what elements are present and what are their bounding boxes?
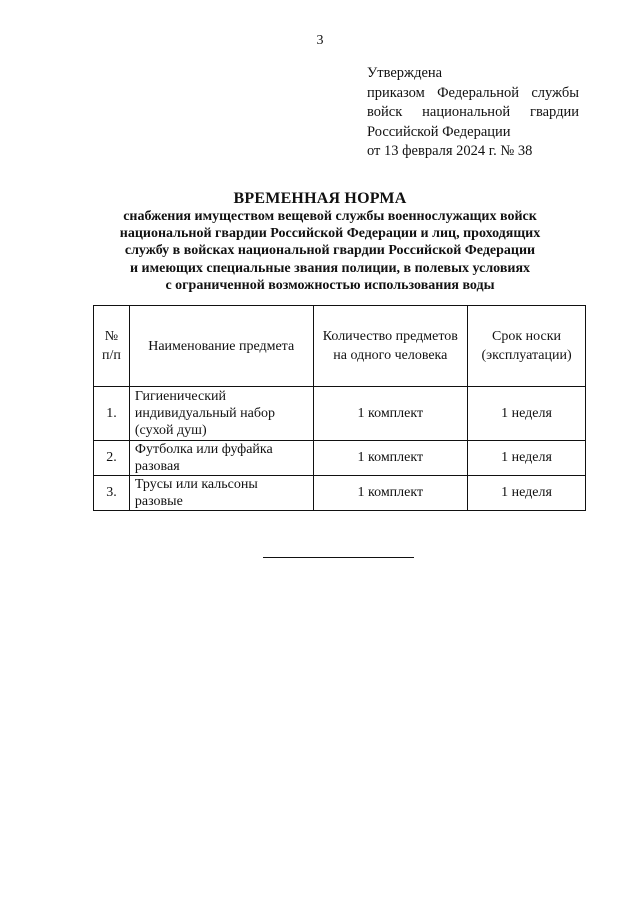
table-row xyxy=(94,476,586,511)
subtitle-line: с ограниченной возможностью использования воды xyxy=(165,277,495,293)
item-name-line: Трусы или кальсоны xyxy=(134,477,258,492)
norm-table xyxy=(93,305,586,511)
header-number-line: № xyxy=(104,329,119,344)
subtitle-line: снабжения имуществом вещевой службы военнослужащих войск xyxy=(123,209,537,224)
header-quantity-line: на одного человека xyxy=(333,348,448,363)
approval-line: приказом Федеральной службы xyxy=(367,84,579,101)
item-name xyxy=(129,441,313,476)
row-number: 2. xyxy=(94,441,130,476)
item-term: 1 неделя xyxy=(468,476,586,511)
approval-line: от 13 февраля 2024 г. № 38 xyxy=(367,143,533,159)
item-name xyxy=(129,476,313,511)
item-name xyxy=(129,387,313,441)
document-subtitle xyxy=(80,208,580,294)
header-term-line: (эксплуатации) xyxy=(481,348,572,363)
item-term: 1 неделя xyxy=(468,441,586,476)
item-name-line: разовые xyxy=(134,494,183,509)
header-term-line: Срок носки xyxy=(492,329,562,344)
item-name-line: Футболка или фуфайка xyxy=(134,442,273,457)
item-name-line: индивидуальный набор xyxy=(134,406,275,421)
header-quantity-line: Количество предметов xyxy=(322,329,458,344)
item-quantity: 1 комплект xyxy=(313,476,468,511)
end-divider xyxy=(263,557,414,558)
approval-line: Утверждена xyxy=(367,65,443,81)
header-number xyxy=(94,306,130,387)
header-item-name: Наименование предмета xyxy=(129,306,313,387)
item-quantity: 1 комплект xyxy=(313,387,468,441)
subtitle-line: национальной гвардии Российской Федерации и лиц, проходящих xyxy=(119,226,541,242)
header-number-line: п/п xyxy=(102,348,121,363)
approval-line: Российской Федерации xyxy=(367,123,511,140)
approval-line: войск национальной гвардии xyxy=(367,104,579,120)
row-number: 3. xyxy=(94,476,130,511)
subtitle-line: службу в войсках национальной гвардии Российской Федерации xyxy=(124,243,536,259)
item-name-line: Гигиенический xyxy=(134,389,226,404)
item-quantity: 1 комплект xyxy=(313,441,468,476)
item-name-line: разовая xyxy=(134,459,180,474)
table-row xyxy=(94,441,586,476)
row-number: 1. xyxy=(94,387,130,441)
subtitle-line: и имеющих специальные звания полиции, в полевых условиях xyxy=(129,260,531,276)
page-number: 3 xyxy=(316,33,324,48)
header-term xyxy=(468,306,586,387)
table-row xyxy=(94,387,586,441)
approval-stamp xyxy=(367,64,579,162)
header-quantity xyxy=(313,306,468,387)
document-title: ВРЕМЕННАЯ НОРМА xyxy=(233,190,407,207)
item-term: 1 неделя xyxy=(468,387,586,441)
table-header-row xyxy=(94,306,586,387)
item-name-line: (сухой душ) xyxy=(134,423,207,438)
